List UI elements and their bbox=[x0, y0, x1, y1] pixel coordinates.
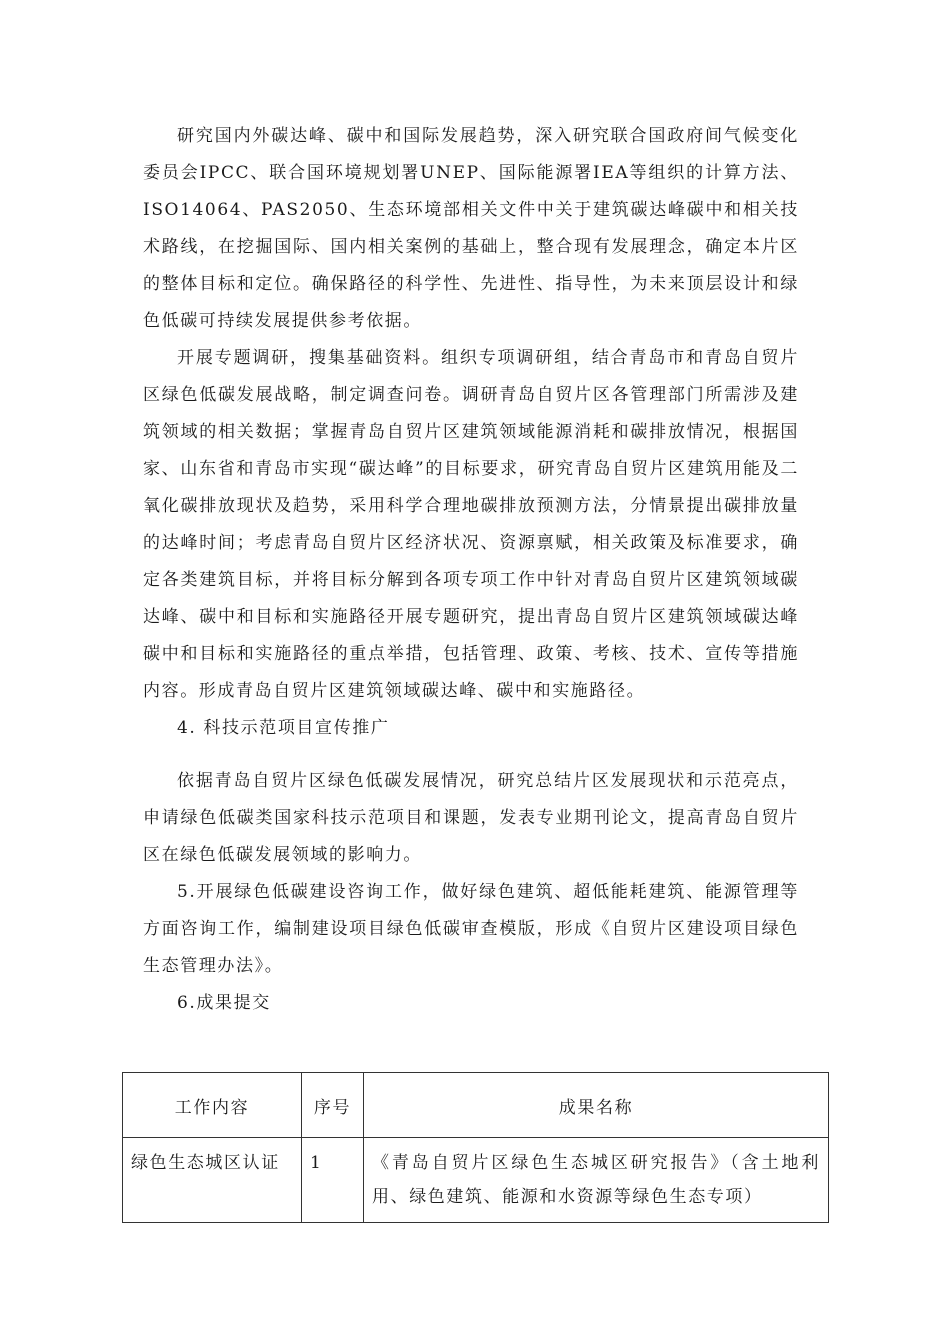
paragraph-special-survey: 开展专题调研，搜集基础资料。组织专项调研组，结合青岛市和青岛自贸片区绿色低碳发展战略，制定调查问卷。调研青岛自贸片区各管理部门所需涉及建筑领域的相关数据；掌握青岛自贸片区建筑领域能源消耗和碳排放情况，根据国家、山东省和青岛市实现“碳达峰”的目标要求，研究青岛自贸片区建筑用能及二氧化碳排放现状及趋势，采用科学合理地碳排放预测方法，分情景提出碳排放量的达峰时间；考虑青岛自贸片区经济状况、资源禀赋，相关政策及标准要求，确定各类建筑目标，并将目标分解到各项专项工作中针对青岛自贸片区建筑领域碳达峰、碳中和目标和实施路径开展专题研究，提出青岛自贸片区建筑领域碳达峰碳中和目标和实施路径的重点举措，包括管理、政策、考核、技术、宣传等措施内容。形成青岛自贸片区建筑领域碳达峰、碳中和实施路径。 bbox=[143, 348, 799, 701]
table-row bbox=[123, 1138, 829, 1223]
header-serial-number: 序号 bbox=[302, 1073, 364, 1138]
cell-result-name: 《青岛自贸片区绿色生态城区研究报告》（含土地利用、绿色建筑、能源和水资源等绿色生态专项） bbox=[364, 1138, 829, 1223]
table-header-row bbox=[123, 1073, 829, 1138]
section-heading-4: 4. 科技示范项目宣传推广 bbox=[177, 718, 390, 738]
results-table-wrapper bbox=[122, 1072, 828, 1223]
header-result-name: 成果名称 bbox=[364, 1073, 829, 1138]
section-heading-6: 6.成果提交 bbox=[177, 993, 271, 1013]
results-table bbox=[122, 1072, 829, 1223]
cell-work-content: 绿色生态城区认证 bbox=[123, 1138, 302, 1223]
paragraph-research-trends: 研究国内外碳达峰、碳中和国际发展趋势，深入研究联合国政府间气候变化委员会IPCC、联合国环境规划署UNEP、国际能源署IEA等组织的计算方法、ISO14064、PAS2050、生态环境部相关文件中关于建筑碳达峰碳中和相关技术路线，在挖掘国际、国内相关案例的基础上，整合现有发展理念，确定本片区的整体目标和定位。确保路径的科学性、先进性、指导性，为未来顶层设计和绿色低碳可持续发展提供参考依据。 bbox=[143, 126, 799, 331]
paragraph-demo-promotion: 依据青岛自贸片区绿色低碳发展情况，研究总结片区发展现状和示范亮点，申请绿色低碳类国家科技示范项目和课题，发表专业期刊论文，提高青岛自贸片区在绿色低碳发展领域的影响力。 bbox=[143, 771, 799, 865]
paragraph-consulting: 5.开展绿色低碳建设咨询工作，做好绿色建筑、超低能耗建筑、能源管理等方面咨询工作，编制建设项目绿色低碳审查模版，形成《自贸片区建设项目绿色生态管理办法》。 bbox=[143, 882, 799, 976]
cell-serial-number: 1 bbox=[302, 1138, 364, 1223]
document-body bbox=[143, 118, 799, 1022]
header-work-content: 工作内容 bbox=[123, 1073, 302, 1138]
